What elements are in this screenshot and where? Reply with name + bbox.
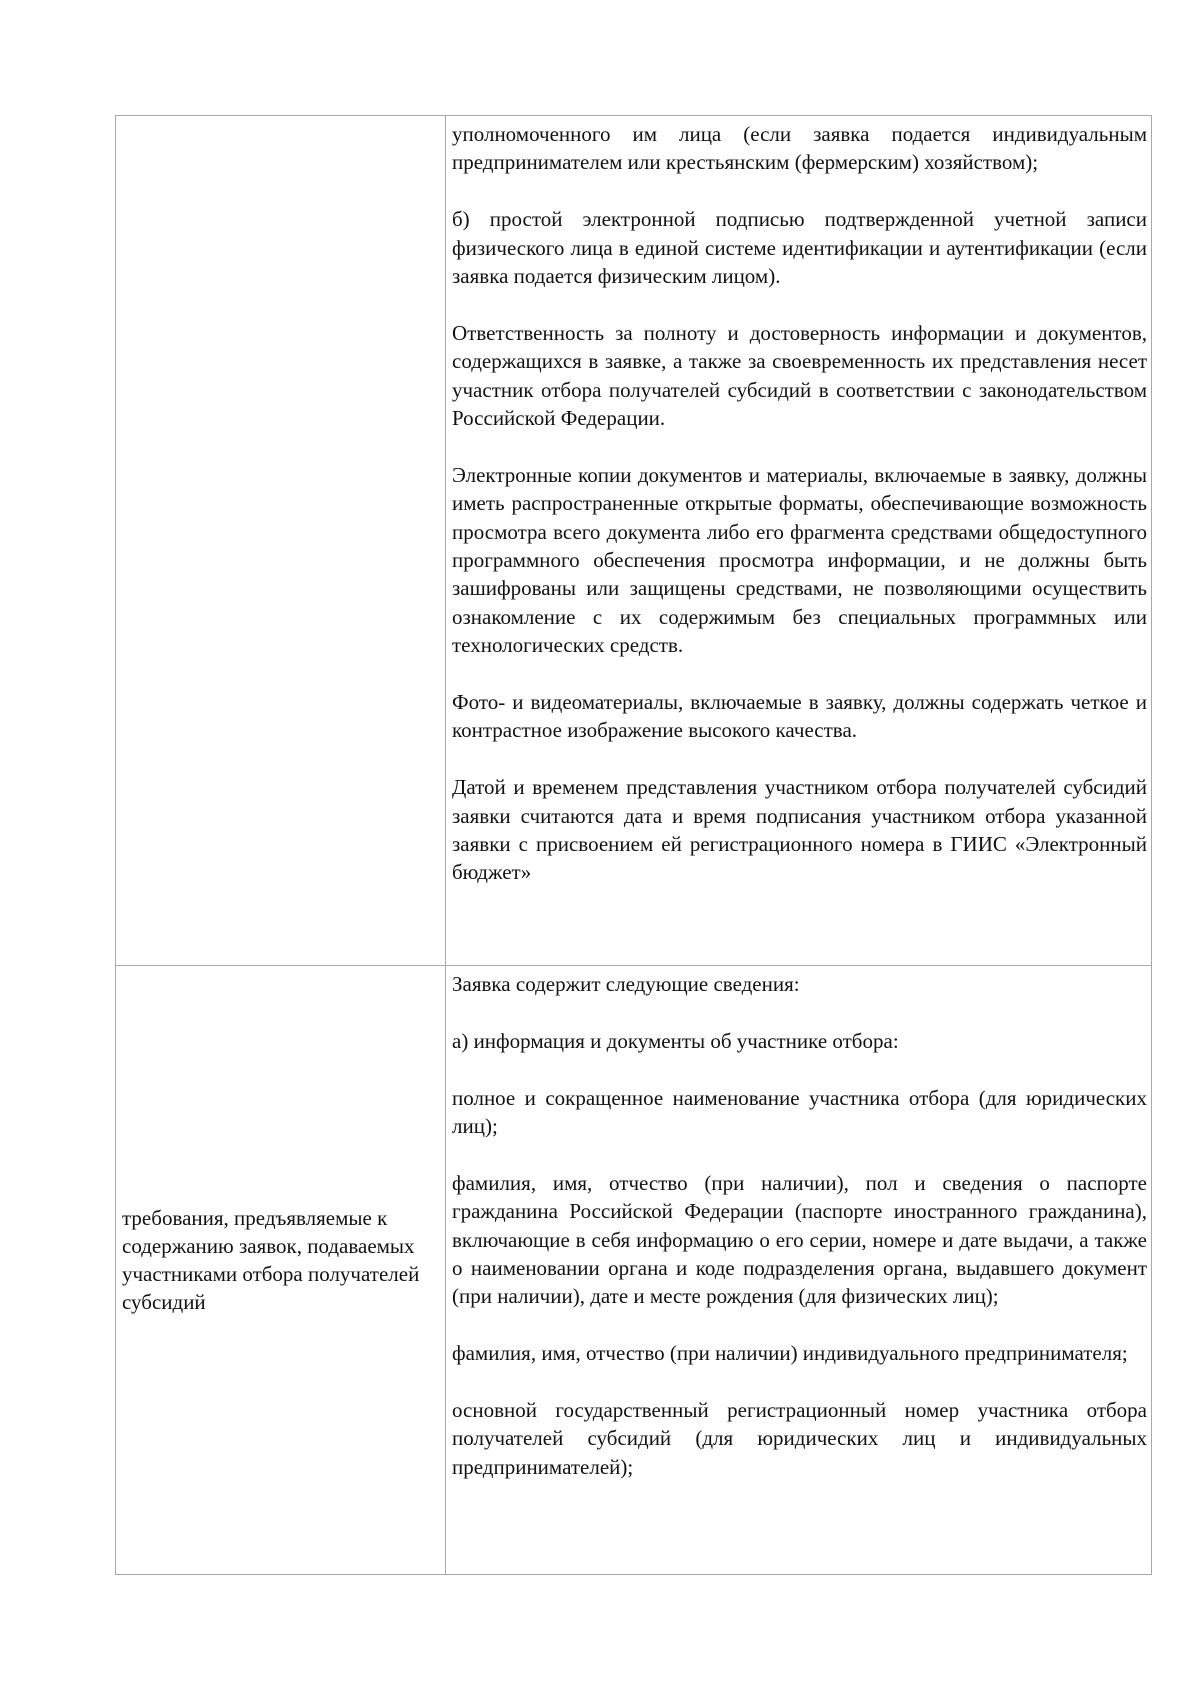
left-cell-empty bbox=[116, 116, 446, 966]
paragraph-electronic-copies: Электронные копии документов и материалы, включаемые в заявку, должны иметь распространенные открытые форматы, обеспечивающие возможность просмотра всего документа либо его фрагмента средствами общедоступного программного обеспечения просмотра информации, и не должны быть зашифрованы или защищены средствами, не позволяющими осуществить ознакомление с их содержимым без специальных программных или технологических средств. bbox=[452, 462, 1147, 658]
paragraph-participant-info: а) информация и документы об участнике отбора: bbox=[452, 1028, 899, 1053]
paragraph-passport-info: фамилия, имя, отчество (при наличии), пол и сведения о паспорте гражданина Российской Федерации (паспорте иностранного гражданина), включающие в себя информацию о его серии, номере и дате выдачи, а также о наименовании органа и коде подразделения органа, выдавшего документ (при наличии), дате и месте рождения (для физических лиц); bbox=[452, 1170, 1147, 1309]
paragraph-entrepreneur-name: фамилия, имя, отчество (при наличии) индивидуального предпринимателя; bbox=[452, 1341, 1128, 1366]
paragraph-simple-signature: б) простой электронной подписью подтвержденной учетной записи физического лица в единой системе идентификации и аутентификации (если заявка подается физическим лицом). bbox=[452, 207, 1147, 289]
paragraph-full-name-legal: полное и сокращенное наименование участника отбора (для юридических лиц); bbox=[452, 1085, 1147, 1138]
paragraph-application-contents: Заявка содержит следующие сведения: bbox=[452, 972, 800, 996]
paragraph-ogrn: основной государственный регистрационный номер участника отбора получателей субсидий (для юридических лиц и индивидуальных предпринимателей); bbox=[452, 1398, 1147, 1479]
right-cell bbox=[446, 116, 1152, 966]
left-cell-text bbox=[116, 116, 445, 136]
table-row bbox=[116, 966, 1152, 1575]
left-cell-requirements bbox=[116, 966, 446, 1575]
table-row bbox=[116, 116, 1152, 966]
paragraph-responsibility: Ответственность за полноту и достоверность информации и документов, содержащихся в заявке, а также за своевременность их представления несет участник отбора получателей субсидий в соответствии с законодательством Российской Федерации. bbox=[452, 320, 1147, 431]
document-table bbox=[115, 115, 1152, 1575]
right-cell bbox=[446, 966, 1152, 1575]
paragraph-photo-video: Фото- и видеоматериалы, включаемые в заявку, должны содержать четкое и контрастное изображение высокого качества. bbox=[452, 690, 1147, 743]
requirements-label: требования, предъявляемые к содержанию заявок, подаваемых участниками отбора получателей субсидий bbox=[122, 1206, 420, 1314]
paragraph-authorized-person: уполномоченного им лица (если заявка подается индивидуальным предпринимателем или крестьянским (фермерским) хозяйством); bbox=[452, 122, 1147, 175]
paragraph-submission-date: Датой и временем представления участником отбора получателей субсидий заявки считаются дата и время подписания участником отбора указанной заявки с присвоением ей регистрационного номера в ГИИС «Электронный бюджет» bbox=[452, 775, 1147, 885]
